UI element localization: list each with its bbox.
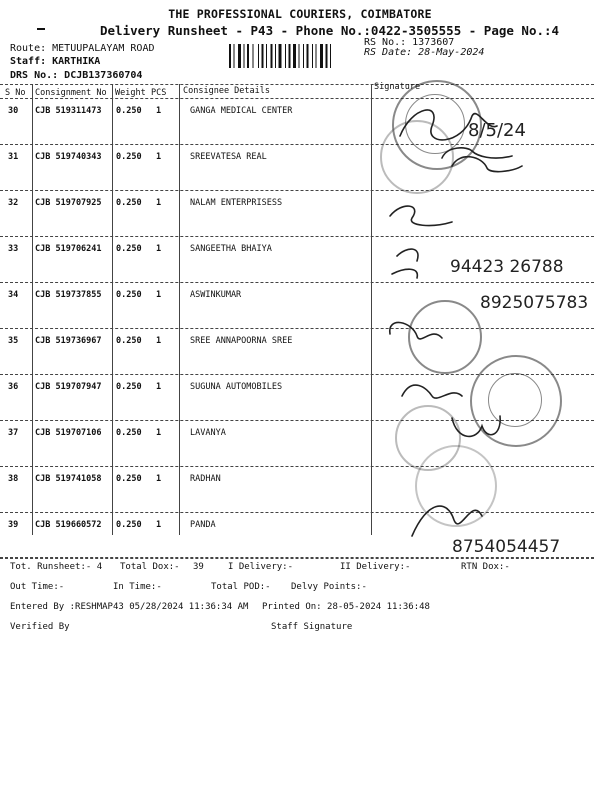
column-divider [32, 84, 33, 535]
row-consignment-no: CJB 519707925 [35, 198, 102, 208]
row-pcs: 1 [156, 428, 162, 438]
rs-number: RS No.: 1373607 [364, 37, 455, 48]
row-weight: 0.250 [116, 428, 142, 438]
footer-rule [0, 557, 594, 558]
row-weight: 0.250 [116, 244, 142, 254]
row-divider [0, 558, 594, 559]
delivery-points: Delvy Points:- [291, 582, 367, 592]
i-delivery: I Delivery:- [228, 562, 294, 572]
row-consignee: SREEVATESA REAL [190, 152, 267, 162]
row-consignee: RADHAN [190, 474, 221, 484]
row-weight: 0.250 [116, 336, 142, 346]
drs-number: DRS No.: DCJB137360704 [10, 70, 143, 81]
verified-by: Verified By [10, 622, 70, 632]
row-weight: 0.250 [116, 520, 142, 530]
handwritten-phone: 8754054457 [452, 537, 561, 557]
row-pcs: 1 [156, 244, 162, 254]
handwritten-date: 8/5/24 [468, 120, 526, 141]
row-pcs: 1 [156, 336, 162, 346]
row-consignment-no: CJB 519707106 [35, 428, 102, 438]
entered-by: Entered By :RESHMAP43 05/28/2024 11:36:34 AM [10, 602, 249, 612]
rtn-dox: RTN Dox:- [461, 562, 510, 572]
handwritten-phone: 8925075783 [480, 293, 589, 313]
row-consignment-no: CJB 519737855 [35, 290, 102, 300]
rs-date: RS Date: 28-May-2024 [364, 47, 485, 58]
staff-label: Staff: KARTHIKA [10, 56, 101, 67]
row-pcs: 1 [156, 152, 162, 162]
row-sno: 32 [8, 198, 19, 208]
staff-signature: Staff Signature [271, 622, 353, 632]
row-weight: 0.250 [116, 152, 142, 162]
row-weight: 0.250 [116, 198, 142, 208]
row-pcs: 1 [156, 382, 162, 392]
row-consignee: SUGUNA AUTOMOBILES [190, 382, 283, 392]
row-sno: 37 [8, 428, 19, 438]
row-consignee: LAVANYA [190, 428, 226, 438]
row-consignment-no: CJB 519706241 [35, 244, 102, 254]
barcode-image [229, 44, 355, 68]
company-title: THE PROFESSIONAL COURIERS, COIMBATORE [168, 7, 432, 21]
col-header-consignee: Consignee Details [183, 86, 270, 96]
row-pcs: 1 [156, 520, 162, 530]
row-pcs: 1 [156, 474, 162, 484]
ii-delivery: II Delivery:- [340, 562, 411, 572]
row-sno: 36 [8, 382, 19, 392]
total-dox-label: Total Dox:- [120, 562, 180, 572]
row-pcs: 1 [156, 106, 162, 116]
total-pod: Total POD:- [211, 582, 271, 592]
printed-on: Printed On: 28-05-2024 11:36:48 [262, 602, 430, 612]
handwritten-signatures [372, 96, 594, 557]
row-consignment-no: CJB 519707947 [35, 382, 102, 392]
row-consignment-no: CJB 519741058 [35, 474, 102, 484]
row-consignee: PANDA [190, 520, 216, 530]
row-consignee: SANGEETHA BHAIYA [190, 244, 272, 254]
row-weight: 0.250 [116, 474, 142, 484]
row-sno: 31 [8, 152, 19, 162]
col-header-weight: Weight [115, 88, 146, 98]
handwritten-phone: 94423 26788 [450, 257, 564, 277]
row-pcs: 1 [156, 198, 162, 208]
row-sno: 34 [8, 290, 19, 300]
column-divider [179, 84, 180, 535]
in-time: In Time:- [113, 582, 162, 592]
col-header-signature: Signature [374, 82, 421, 92]
row-sno: 35 [8, 336, 19, 346]
row-weight: 0.250 [116, 106, 142, 116]
row-consignee: SREE ANNAPOORNA SREE [190, 336, 293, 346]
row-sno: 33 [8, 244, 19, 254]
corner-mark [37, 28, 45, 30]
row-weight: 0.250 [116, 290, 142, 300]
table-top-rule [0, 84, 594, 85]
total-dox-value: 39 [193, 562, 204, 572]
row-pcs: 1 [156, 290, 162, 300]
row-weight: 0.250 [116, 382, 142, 392]
total-runsheet: Tot. Runsheet:- 4 [10, 562, 103, 572]
col-header-sno: S No [5, 88, 26, 98]
row-consignee: ASWINKUMAR [190, 290, 242, 300]
row-consignment-no: CJB 519740343 [35, 152, 102, 162]
runsheet-subtitle: Delivery Runsheet - P43 - Phone No.:0422-3505555 - Page No.:4 [100, 23, 560, 38]
row-sno: 30 [8, 106, 19, 116]
row-sno: 38 [8, 474, 19, 484]
col-header-pcs: PCS [151, 88, 167, 98]
row-consignment-no: CJB 519311473 [35, 106, 102, 116]
row-consignment-no: CJB 519736967 [35, 336, 102, 346]
row-consignee: NALAM ENTERPRISESS [190, 198, 283, 208]
out-time: Out Time:- [10, 582, 65, 592]
row-consignment-no: CJB 519660572 [35, 520, 102, 530]
column-divider [112, 84, 113, 535]
route-label: Route: METUUPALAYAM ROAD [10, 43, 155, 54]
col-header-consignment: Consignment No [35, 88, 107, 98]
row-consignee: GANGA MEDICAL CENTER [190, 106, 293, 116]
row-sno: 39 [8, 520, 19, 530]
